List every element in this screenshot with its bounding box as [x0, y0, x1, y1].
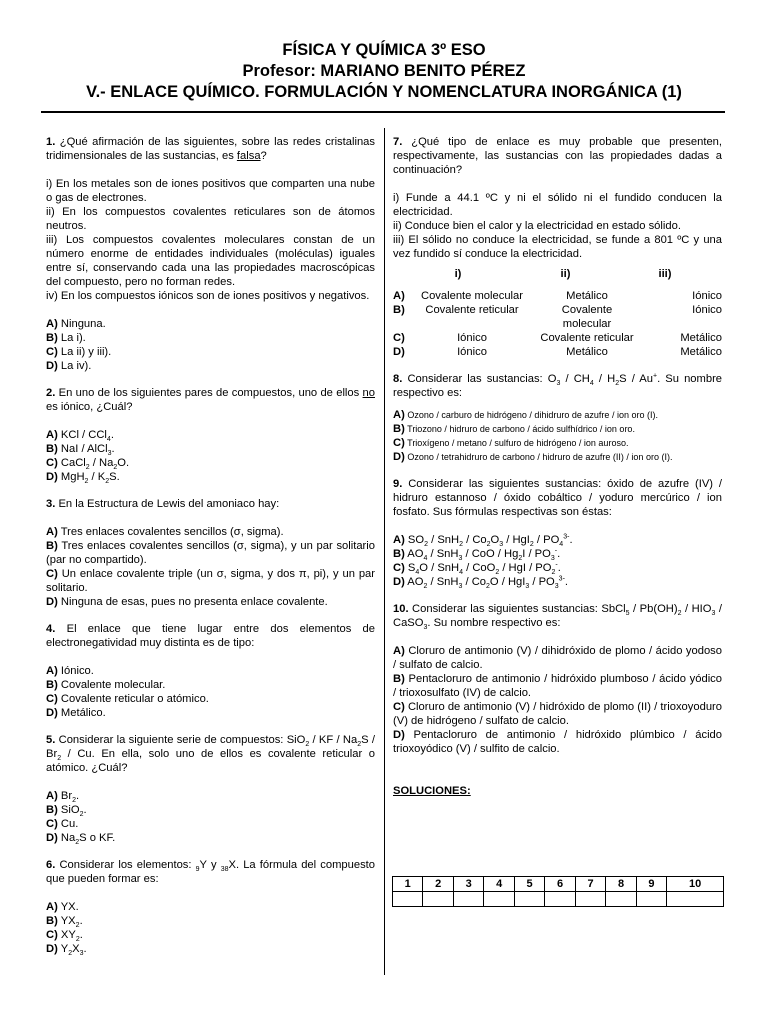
option-a: A) Ozono / carburo de hidrógeno / dihidruro de azufre / ion oro (I). — [393, 409, 658, 421]
header-teacher: Profesor: MARIANO BENITO PÉREZ — [242, 62, 526, 80]
answer-cell[interactable] — [667, 892, 724, 907]
right-column — [393, 135, 722, 798]
solutions-table — [392, 876, 724, 907]
statement-i: i) En los metales son de iones positivos que comparten una nube o gas de electrones. — [46, 178, 375, 204]
question-5 — [46, 733, 375, 845]
solution-number: 9 — [636, 877, 666, 892]
question-4 — [46, 622, 375, 720]
question-7 — [393, 135, 722, 359]
option-b: B) SiO$_2$. — [46, 804, 87, 819]
question-1-stem: 1. ¿Qué afirmación de las siguientes, sobre las redes cristalinas tridimensionales de las sustancias, es falsa? — [46, 136, 375, 162]
page-header — [0, 40, 768, 103]
solution-number: 2 — [423, 877, 453, 892]
option-d: D) Ozono / tetrahidruro de carbono / hidruro de azufre (II) / ion oro (I). — [393, 451, 673, 463]
statement-iii: iii) Los compuestos covalentes moleculares constan de un número enorme de entidades individuales (moléculas) iguales entre sí, conservando cada una las propiedades macroscópicas del compuesto, pero no forman redes. — [46, 234, 375, 288]
option-d: D) Metálico. — [46, 707, 106, 719]
option-a: A) YX. — [46, 901, 79, 913]
option-c: C) Cloruro de antimonio (V) / hidróxido de plomo (II) / trioxoyoduro (V) de hidrógeno / sulfato de calcio. — [393, 701, 722, 727]
question-9-stem: 9. Considerar las siguientes sustancias: óxido de azufre (IV) / hidruro estannoso / óxido cobáltico / yoduro mercúrico / ion fosfato. Sus fórmulas respectivas son éstas: — [393, 478, 722, 518]
option-b: B) NaI / AlCl$_3$. — [46, 443, 115, 458]
answer-cell[interactable] — [393, 892, 423, 907]
option-a: A) Tres enlaces covalentes sencillos (σ, sigma). — [46, 526, 284, 538]
property-ii: ii) Conduce bien el calor y la electricidad en estado sólido. — [393, 220, 681, 232]
option-c: C) CaCl$_2$ / $Na_2O$. — [46, 457, 130, 472]
option-b: B) Tres enlaces covalentes sencillos (σ, sigma), y un par solitario (par no compartido). — [46, 540, 375, 566]
question-2-stem: 2. En uno de los siguientes pares de compuestos, uno de ellos no es iónico, ¿Cuál? — [46, 387, 375, 413]
left-column — [46, 135, 375, 969]
answer-cell[interactable] — [545, 892, 575, 907]
option-d: D) $Na_2S$ o KF. — [46, 832, 116, 847]
solution-number: 6 — [545, 877, 575, 892]
option-d: D) La iv). — [46, 360, 92, 372]
solution-number: 8 — [606, 877, 636, 892]
question-6 — [46, 858, 375, 956]
property-iii: iii) El sólido no conduce la electricidad, se funde a 801 ºC y una vez fundido sí conduce la electricidad. — [393, 234, 722, 260]
solution-number: 7 — [575, 877, 605, 892]
option-d: D) $MgH_2 / K_2S$. — [46, 471, 120, 486]
answer-cell[interactable] — [514, 892, 544, 907]
answer-cell[interactable] — [453, 892, 483, 907]
solutions-header-row — [393, 877, 724, 892]
option-c: C) Un enlace covalente triple (un σ, sigma, y dos π, pi), y un par solitario. — [46, 568, 375, 594]
solution-number: 4 — [484, 877, 514, 892]
question-3 — [46, 497, 375, 609]
header-divider — [41, 111, 725, 113]
option-d: D) Iónico Metálico Metálico — [393, 346, 722, 358]
answer-cell[interactable] — [606, 892, 636, 907]
question-4-stem: 4. El enlace que tiene lugar entre dos elementos de electronegatividad muy distinta es de tipo: — [46, 623, 375, 649]
option-d: D) $Y_2X_3$. — [46, 943, 87, 958]
question-2 — [46, 386, 375, 484]
question-1 — [46, 135, 375, 373]
option-c: C) $S_4O / SnH_4 / CoO_2$ / HgI / $PO_2^-$. — [393, 561, 561, 577]
question-8-stem: 8. Considerar las sustancias: $O_3 / CH_4 / H_2S / Au^+$. Su nombre respectivo es: — [393, 372, 723, 399]
answer-cell[interactable] — [484, 892, 514, 907]
option-a: A) KCl / CCl$_4$. — [46, 429, 114, 444]
answer-cell[interactable] — [423, 892, 453, 907]
option-a: A) Covalente molecular Metálico Iónico — [393, 290, 722, 302]
option-b: B) Pentacloruro de antimonio / hidróxido plumboso / ácido yódico / trioxosulfato (IV) de calcio. — [393, 673, 722, 699]
question-10-stem: 10. Considerar las siguientes sustancias: SbCl$_5$ / $Pb(OH)_2 / HIO_3$ / CaSO$_3$. Su nombre respectivo es: — [393, 603, 723, 632]
option-c: C) Covalente reticular o atómico. — [46, 693, 209, 705]
question-9 — [393, 477, 722, 589]
option-c: C) $XY_2$. — [46, 929, 83, 944]
solutions-answer-row — [393, 892, 724, 907]
option-d: D) Ninguna de esas, pues no presenta enlace covalente. — [46, 596, 328, 608]
option-b: B) $YX_2$. — [46, 915, 83, 930]
option-a: A) $SO_2 / SnH_2 / Co_2O_3 / HgI_2 / PO_4^{3-}$. — [393, 533, 573, 549]
option-a: A) Iónico. — [46, 665, 94, 677]
answer-cell[interactable] — [575, 892, 605, 907]
question-7-stem: 7. ¿Qué tipo de enlace es muy probable que presenten, respectivamente, las sustancias con las propiedades dadas a continuación? — [393, 136, 723, 176]
solutions-title: SOLUCIONES: — [393, 785, 471, 797]
question-3-stem: 3. En la Estructura de Lewis del amoniaco hay: — [46, 498, 280, 510]
option-c: C) Iónico Covalente reticular Metálico — [393, 332, 722, 344]
option-c: C) Cu. — [46, 818, 79, 830]
header-topic: V.- ENLACE QUÍMICO. FORMULACIÓN Y NOMENCLATURA INORGÁNICA (1) — [86, 83, 682, 101]
header-course: FÍSICA Y QUÍMICA 3º ESO — [282, 41, 486, 59]
option-d: D) $AO_2 / SnH_3 / Co_2O / HgI_3 / PO_3^{3-}$. — [393, 575, 569, 591]
option-a: A) Cloruro de antimonio (V) / dihidróxido de plomo / ácido yodoso / sulfato de calcio. — [393, 645, 722, 671]
solution-number: 3 — [453, 877, 483, 892]
option-b: B) Triozono / hidruro de carbono / ácido sulfhídrico / ion oro. — [393, 423, 635, 435]
option-b: B) La i). — [46, 332, 86, 344]
statement-iv: iv) En los compuestos iónicos son de iones positivos y negativos. — [46, 290, 370, 302]
answer-cell[interactable] — [636, 892, 666, 907]
question-8 — [393, 372, 722, 464]
statement-ii: ii) En los compuestos covalentes reticulares son de átomos neutros. — [46, 206, 375, 232]
option-b: B) Covalente reticular Covalente molecular Iónico — [393, 304, 722, 330]
solution-number: 5 — [514, 877, 544, 892]
option-b: B) $AO_4 / SnH_3$ / CoO / $Hg_2I / PO_3^-$. — [393, 547, 561, 563]
solution-number: 10 — [667, 877, 724, 892]
question-6-stem: 6. Considerar los elementos: $_9$Y y $_{38}$X. La fórmula del compuesto que pueden formar es: — [46, 859, 376, 885]
answer-table-header: i) ii) iii) — [454, 268, 672, 280]
option-b: B) Covalente molecular. — [46, 679, 166, 691]
property-i: i) Funde a 44.1 ºC y ni el sólido ni el fundido conducen la electricidad. — [393, 192, 722, 218]
option-a: A) Ninguna. — [46, 318, 106, 330]
option-c: C) La ii) y iii). — [46, 346, 112, 358]
column-divider — [384, 128, 385, 975]
question-10 — [393, 602, 722, 756]
option-a: A) $Br_2$. — [46, 790, 80, 805]
question-5-stem: 5. Considerar la siguiente serie de compuestos: SiO$_2$ / KF / $Na_2S / Br_2$ / Cu. En ella, solo uno de ellos es covalente reticular o atómico. ¿Cuál? — [46, 734, 375, 774]
option-d: D) Pentacloruro de antimonio / hidróxido plúmbico / ácido trioxoyódico (V) / sulfito de calcio. — [393, 729, 722, 755]
option-c: C) Trioxígeno / metano / sulfuro de hidrógeno / ion auroso. — [393, 437, 629, 449]
solution-number: 1 — [393, 877, 423, 892]
